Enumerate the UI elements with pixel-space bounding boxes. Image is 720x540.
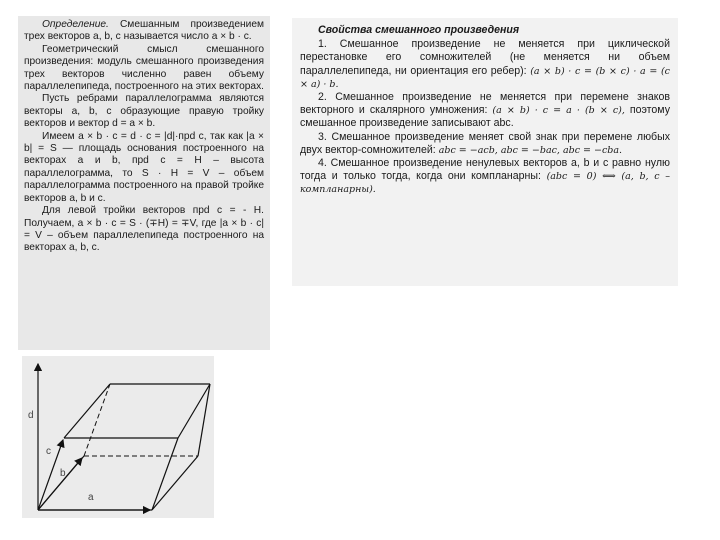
parallelepiped-diagram bbox=[22, 356, 214, 518]
property-1-formula: (a × b) · c = (b × c) · a = (c × a) · b. bbox=[300, 65, 670, 90]
property-1-text: 1. Смешанное произведение не меняется при циклической перестановке его сомножителей (не меняется ни объем параллелепипеда, ни ориентация его ребер): bbox=[300, 38, 670, 77]
label-b: b bbox=[60, 468, 66, 479]
property-4-formula: (abc = 0) ⟺ (a, b, c – компланарны). bbox=[300, 171, 670, 196]
definition-panel bbox=[18, 16, 270, 350]
property-4 bbox=[300, 157, 670, 197]
properties-title: Свойства смешанного произведения bbox=[318, 24, 520, 36]
label-d: d bbox=[28, 410, 34, 421]
property-4-text: 4. Смешанное произведение ненулевых векторов a, b и c равно нулю тогда и только тогда, когда они компланарны: bbox=[300, 157, 670, 183]
left-triple-paragraph: Для левой тройки векторов прd c = - H. Получаем, a × b · c = S · (∓H) = ∓V, где |a × b · c| = V – объем параллелепипеда построенного на векторах a, b, c. bbox=[24, 205, 264, 254]
label-c: c bbox=[46, 446, 51, 457]
label-a: a bbox=[88, 492, 94, 503]
property-2 bbox=[300, 91, 670, 131]
property-1 bbox=[300, 38, 670, 91]
definition-paragraph bbox=[24, 19, 264, 44]
property-3-formula: abc = −acb, abc = −bac, abc = −cba. bbox=[438, 144, 623, 156]
property-2-tail: поэтому смешанное произведение записывают abc. bbox=[300, 104, 670, 130]
property-2-text: 2. Смешанное произведение не меняется при перемене знаков векторного и скалярного умножения: bbox=[300, 91, 670, 117]
right-triple-paragraph: Имеем a × b · c = d · c = |d|·прd c, так как |a × b| = S — площадь основания построенного на векторах a и b, прd c = H – высота параллелограмма, то S · H = V – объем параллелограмма построенного на правой тройке векторов a, b и c. bbox=[24, 130, 264, 204]
properties-panel bbox=[292, 18, 678, 286]
definition-label: Определение. bbox=[42, 19, 109, 30]
property-2-formula: (a × b) · c = a · (b × c), bbox=[492, 105, 625, 117]
property-3 bbox=[300, 131, 670, 157]
definition-text: Смешанным произведением трех векторов a, b, c называется число a × b · c. bbox=[24, 19, 264, 43]
diagram-background bbox=[22, 356, 214, 518]
geometric-meaning-paragraph: Геометрический смысл смешанного произведения: модуль смешанного произведения трех векторов численно равен объему параллелепипеда, построенного на этих векторах. bbox=[24, 43, 265, 93]
property-3-text: 3. Смешанное произведение меняет свой знак при перемене любых двух вектор-сомножителей: bbox=[300, 130, 670, 156]
edges-paragraph: Пусть ребрами параллелограмма являются векторы a, b, c образующие правую тройку векторов и вектор d = a × b. bbox=[24, 93, 264, 130]
